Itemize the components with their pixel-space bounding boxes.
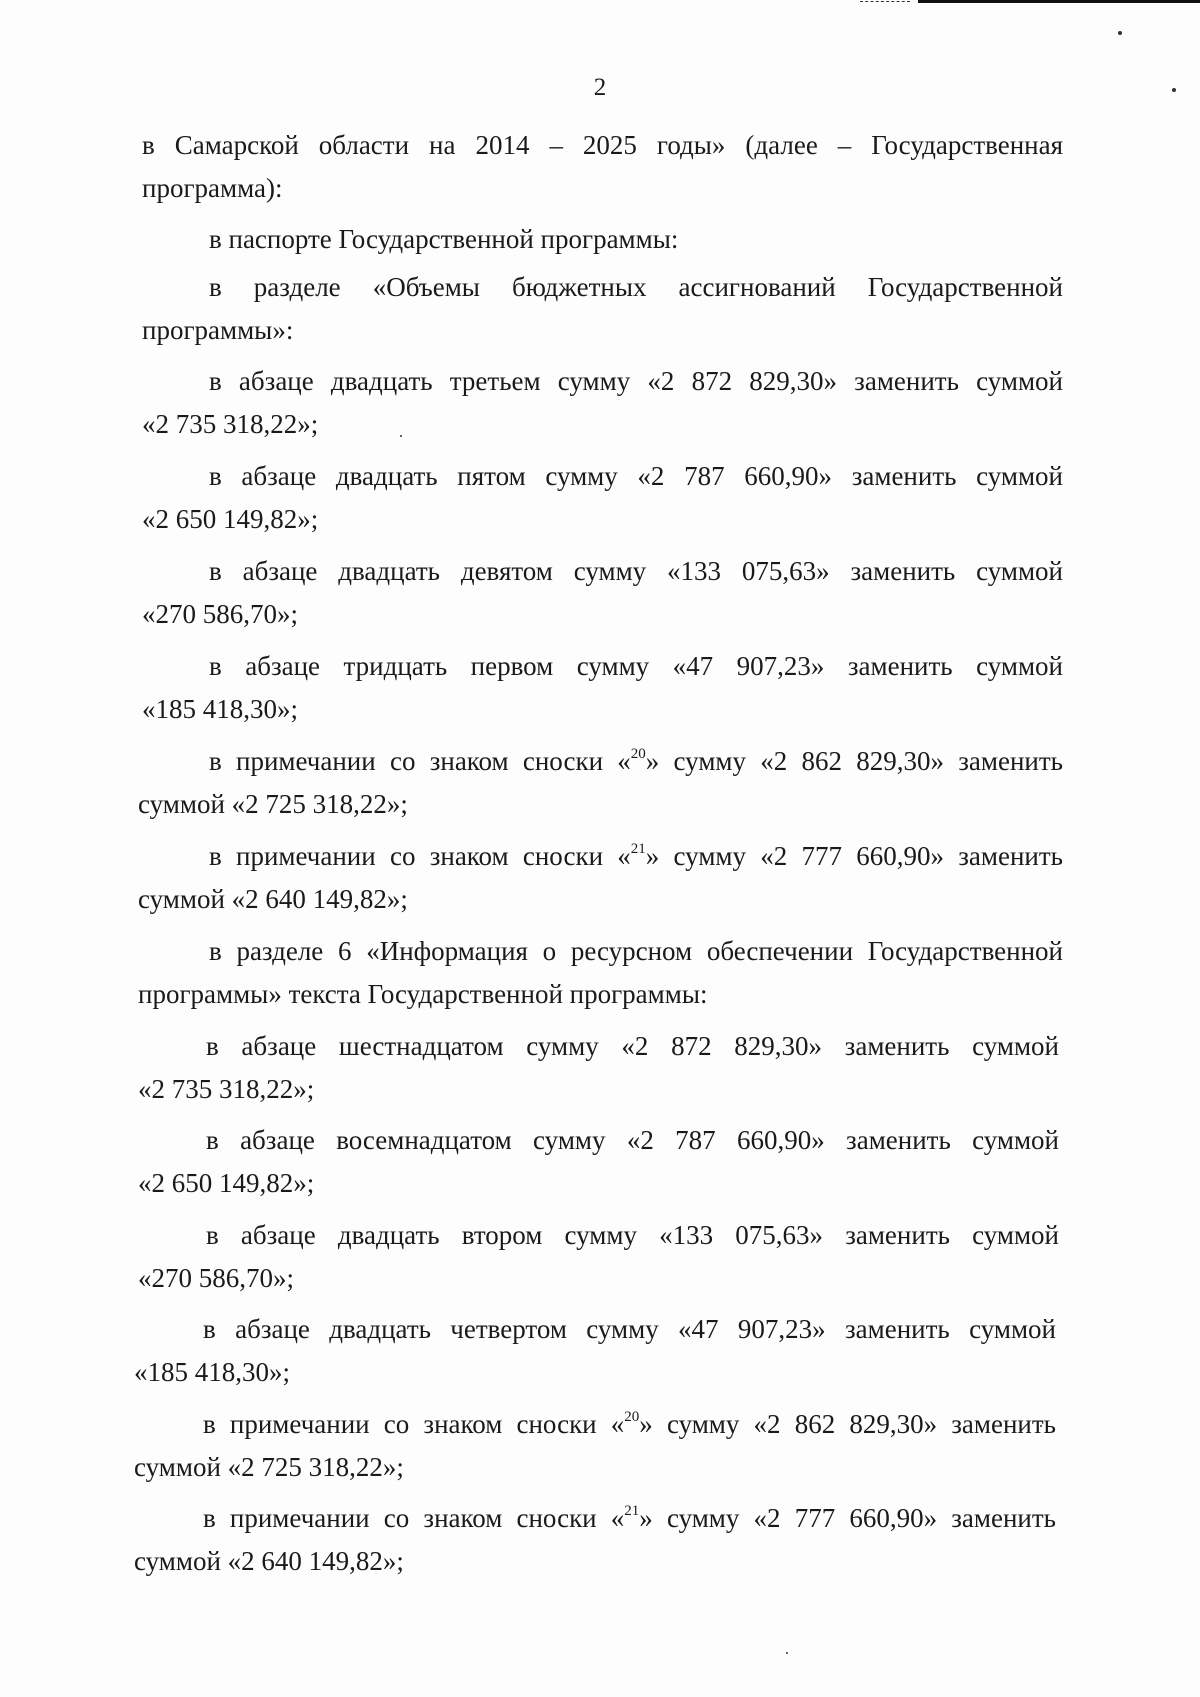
- line-text: в примечании со знаком сноски «: [209, 841, 631, 871]
- paragraph-line: «270 586,70»;: [142, 599, 299, 629]
- scan-edge-rule: [918, 0, 1200, 3]
- line-text: » сумму «2 862 829,30» заменить: [645, 746, 1063, 776]
- paragraph-line: «2 650 149,82»;: [142, 504, 319, 534]
- paragraph-line: [209, 840, 1063, 872]
- scan-speck: [1118, 31, 1122, 35]
- paragraph-line: в разделе 6 «Информация о ресурсном обеспечении Государственной: [209, 936, 1063, 966]
- footnote-mark: 21: [624, 1503, 640, 1519]
- line-text: » сумму «2 777 660,90» заменить: [645, 841, 1063, 871]
- line-text: в примечании со знаком сноски «: [209, 746, 631, 776]
- paragraph-line: в абзаце двадцать девятом сумму «133 075,63» заменить суммой: [209, 556, 1063, 586]
- paragraph-line: [209, 745, 1063, 777]
- paragraph-line: в абзаце шестнадцатом сумму «2 872 829,30» заменить суммой: [206, 1031, 1059, 1061]
- paragraph-line: в разделе «Объемы бюджетных ассигнований Государственной: [209, 272, 1063, 302]
- line-text: » сумму «2 777 660,90» заменить: [639, 1503, 1056, 1533]
- footnote-mark: 21: [630, 841, 646, 857]
- paragraph-line: «2 650 149,82»;: [138, 1168, 315, 1198]
- paragraph-line: «185 418,30»;: [142, 694, 299, 724]
- paragraph-line: программы» текста Государственной программы:: [138, 979, 708, 1009]
- paragraph-line: суммой «2 725 318,22»;: [138, 789, 408, 819]
- paragraph-line: суммой «2 640 149,82»;: [138, 884, 408, 914]
- paragraph-line: в абзаце тридцать первом сумму «47 907,23» заменить суммой: [209, 651, 1063, 681]
- paragraph-line: «270 586,70»;: [138, 1263, 295, 1293]
- paragraph-line: программы»:: [142, 315, 294, 345]
- paragraph-line: в абзаце восемнадцатом сумму «2 787 660,90» заменить суммой: [206, 1125, 1059, 1155]
- paragraph-line: в Самарской области на 2014 – 2025 годы» (далее – Государственная: [142, 130, 1063, 160]
- paragraph-line: суммой «2 725 318,22»;: [134, 1452, 404, 1482]
- scan-speck: [786, 1652, 788, 1654]
- line-text: в примечании со знаком сноски «: [203, 1503, 625, 1533]
- paragraph-line: в абзаце двадцать втором сумму «133 075,63» заменить суммой: [206, 1220, 1059, 1250]
- paragraph-line: «2 735 318,22»;: [138, 1074, 315, 1104]
- paragraph-line: суммой «2 640 149,82»;: [134, 1546, 404, 1576]
- paragraph-line: [203, 1502, 1056, 1534]
- scan-edge-dashes: [860, 1, 910, 3]
- line-text: в примечании со знаком сноски «: [203, 1409, 625, 1439]
- paragraph-line: «185 418,30»;: [134, 1357, 291, 1387]
- footnote-mark: 20: [624, 1409, 640, 1425]
- paragraph-line: в абзаце двадцать четвертом сумму «47 907,23» заменить суммой: [203, 1314, 1056, 1344]
- paragraph-line: в абзаце двадцать третьем сумму «2 872 829,30» заменить суммой: [209, 366, 1063, 396]
- line-text: » сумму «2 862 829,30» заменить: [639, 1409, 1056, 1439]
- page-number: 2: [593, 74, 607, 101]
- paragraph-line: в паспорте Государственной программы:: [209, 224, 679, 254]
- paragraph-line: «2 735 318,22»;: [142, 409, 319, 439]
- paragraph-line: программа):: [142, 173, 283, 203]
- footnote-mark: 20: [630, 746, 646, 762]
- paragraph-line: в абзаце двадцать пятом сумму «2 787 660,90» заменить суммой: [209, 461, 1063, 491]
- paragraph-line: [203, 1408, 1056, 1440]
